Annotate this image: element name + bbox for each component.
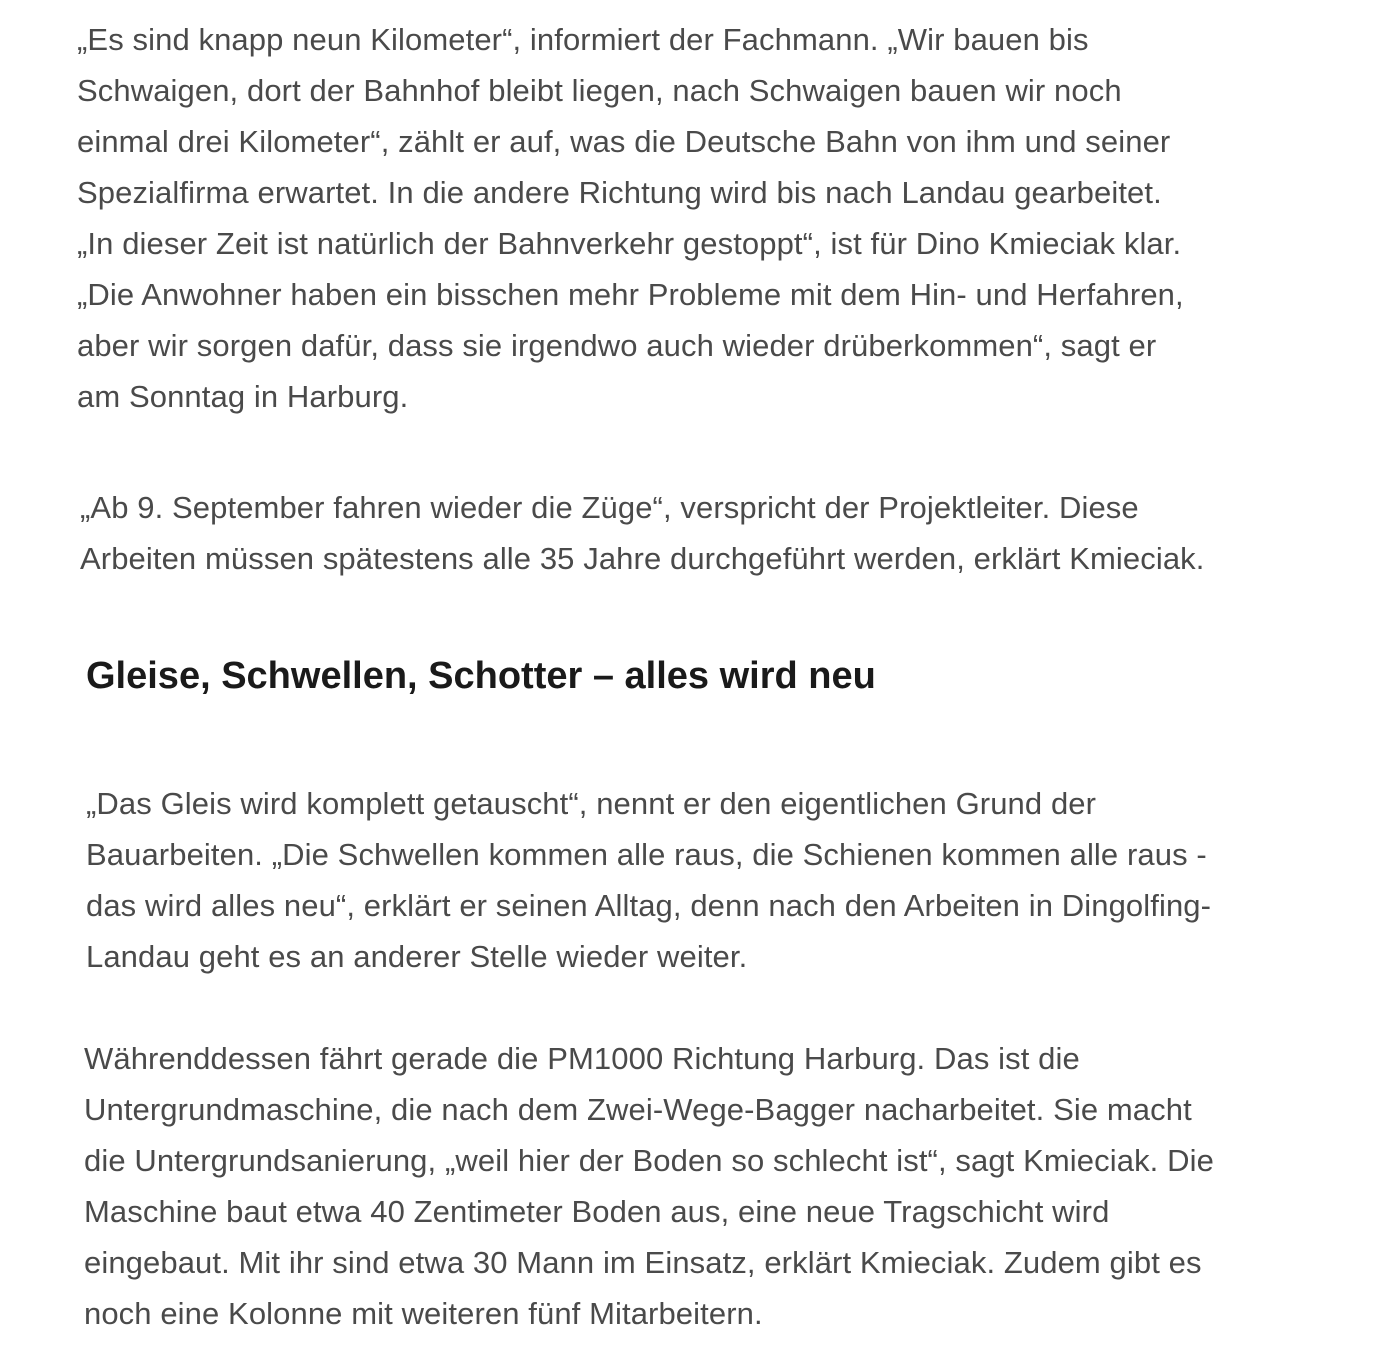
article-paragraph-4: [84, 1033, 1214, 1339]
paragraph-line: aber wir sorgen dafür, dass sie irgendwo auch wieder drüberkommen“, sagt er: [77, 328, 1157, 363]
paragraph-line: Landau geht es an anderer Stelle wieder weiter.: [86, 939, 748, 974]
article-paragraph-3: [86, 778, 1211, 982]
paragraph-line: Bauarbeiten. „Die Schwellen kommen alle raus, die Schienen kommen alle raus -: [86, 837, 1207, 872]
paragraph-line: das wird alles neu“, erklärt er seinen Alltag, denn nach den Arbeiten in Dingolfing-: [86, 888, 1212, 923]
paragraph-line: Maschine baut etwa 40 Zentimeter Boden aus, eine neue Tragschicht wird: [84, 1194, 1110, 1229]
paragraph-line: die Untergrundsanierung, „weil hier der Boden so schlecht ist“, sagt Kmieciak. Die: [84, 1143, 1214, 1178]
article-paragraph-1: [77, 14, 1184, 422]
paragraph-line: am Sonntag in Harburg.: [77, 379, 409, 414]
article-subheading: Gleise, Schwellen, Schotter – alles wird neu: [86, 655, 876, 697]
paragraph-line: „In dieser Zeit ist natürlich der Bahnverkehr gestoppt“, ist für Dino Kmieciak klar.: [77, 226, 1182, 261]
paragraph-line: „Das Gleis wird komplett getauscht“, nennt er den eigentlichen Grund der: [86, 786, 1097, 821]
paragraph-line: Arbeiten müssen spätestens alle 35 Jahre durchgeführt werden, erklärt Kmieciak.: [80, 541, 1205, 576]
paragraph-line: Untergrundmaschine, die nach dem Zwei-Wege-Bagger nacharbeitet. Sie macht: [84, 1092, 1192, 1127]
paragraph-line: Schwaigen, dort der Bahnhof bleibt liegen, nach Schwaigen bauen wir noch: [77, 73, 1122, 108]
paragraph-line: „Ab 9. September fahren wieder die Züge“, verspricht der Projektleiter. Diese: [80, 490, 1139, 525]
paragraph-line: „Die Anwohner haben ein bisschen mehr Probleme mit dem Hin- und Herfahren,: [77, 277, 1184, 312]
paragraph-line: noch eine Kolonne mit weiteren fünf Mitarbeitern.: [84, 1296, 763, 1331]
paragraph-line: Währenddessen fährt gerade die PM1000 Richtung Harburg. Das ist die: [84, 1041, 1080, 1076]
paragraph-line: „Es sind knapp neun Kilometer“, informiert der Fachmann. „Wir bauen bis: [77, 22, 1089, 57]
article-paragraph-2: [80, 482, 1204, 584]
paragraph-line: eingebaut. Mit ihr sind etwa 30 Mann im Einsatz, erklärt Kmieciak. Zudem gibt es: [84, 1245, 1202, 1280]
paragraph-line: einmal drei Kilometer“, zählt er auf, was die Deutsche Bahn von ihm und seiner: [77, 124, 1171, 159]
paragraph-line: Spezialfirma erwartet. In die andere Richtung wird bis nach Landau gearbeitet.: [77, 175, 1162, 210]
